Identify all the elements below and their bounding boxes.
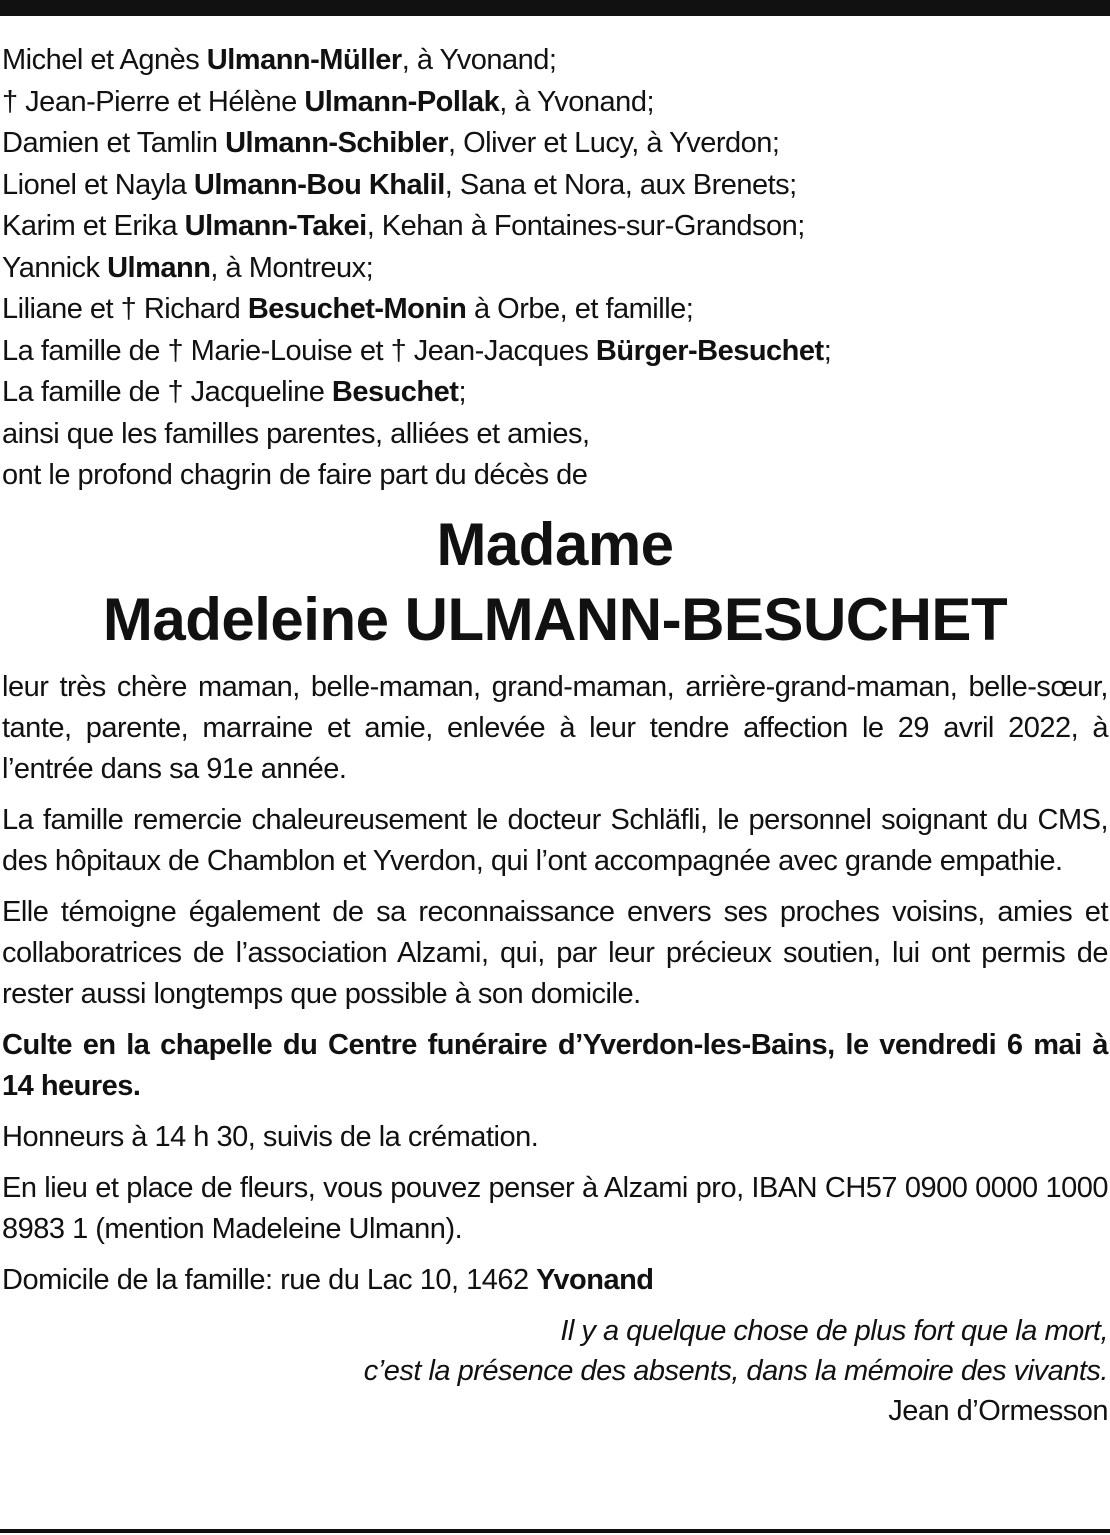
relation-paragraph: leur très chère maman, belle-maman, grand-maman, arrière-grand-maman, belle-sœur, tante, parente, marraine et amie, enlevée à leur tendre affection le 29 avril 2022, à l’entrée dans sa 91e année. [2,670,1108,785]
honneurs-paragraph: Honneurs à 14 h 30, suivis de la crémation. [2,1120,539,1153]
family-line: ont le profond chagrin de faire part du décès de [2,459,588,491]
quote-block [2,1311,1108,1391]
domicile-town: Yvonand [536,1263,654,1296]
family-line: Karim et Erika Ulmann-Takei, Kehan à Fontaines-sur-Grandson; [2,210,805,242]
family-line: Damien et Tamlin Ulmann-Schibler, Oliver et Lucy, à Yverdon; [2,127,780,159]
family-line: La famille de † Jacqueline Besuchet; [2,376,466,408]
donation-paragraph: En lieu et place de fleurs, vous pouvez penser à Alzami pro, IBAN CH57 0900 0000 1000 8983 1 (mention Madeleine Ulmann). [2,1171,1108,1245]
family-line: Liliane et † Richard Besuchet-Monin à Orbe, et famille; [2,293,694,325]
ceremony-paragraph: Culte en la chapelle du Centre funéraire d’Yverdon-les-Bains, le vendredi 6 mai à 14 heures. [2,1028,1108,1102]
family-line: La famille de † Marie-Louise et † Jean-Jacques Bürger-Besuchet; [2,334,832,367]
quote-line: c’est la présence des absents, dans la mémoire des vivants. [363,1354,1108,1387]
top-rule [0,0,1110,16]
quote-author: Jean d’Ormesson [888,1394,1108,1427]
thanks-paragraph: La famille remercie chaleureusement le docteur Schläfli, le personnel soignant du CMS, des hôpitaux de Chamblon et Yverdon, qui l’ont accompagnée avec grande empathie. [2,803,1108,877]
family-line: Michel et Agnès Ulmann-Müller, à Yvonand; [2,44,557,76]
gratitude-paragraph: Elle témoigne également de sa reconnaissance envers ses proches voisins, amies et collaboratrices de l’association Alzami, qui, par leur précieux soutien, lui ont permis de rester aussi longtemps que possible à son domicile. [2,895,1108,1010]
deceased-title: Madame [436,510,674,578]
quote-line: Il y a quelque chose de plus fort que la mort, [560,1314,1108,1347]
family-line: ainsi que les familles parentes, alliées et amies, [2,417,590,450]
family-line: † Jean-Pierre et Hélène Ulmann-Pollak, à Yvonand; [2,85,654,118]
deceased-name: Madeleine ULMANN-BESUCHET [102,585,1008,653]
family-list [2,40,1108,497]
deceased-name-block [2,507,1108,657]
bottom-rule [0,1529,1110,1533]
obituary-notice [2,40,1108,1431]
domicile-paragraph: Domicile de la famille: rue du Lac 10, 1462 Yvonand [2,1263,654,1296]
family-line: Lionel et Nayla Ulmann-Bou Khalil, Sana et Nora, aux Brenets; [2,168,797,201]
family-line: Yannick Ulmann, à Montreux; [2,251,374,284]
